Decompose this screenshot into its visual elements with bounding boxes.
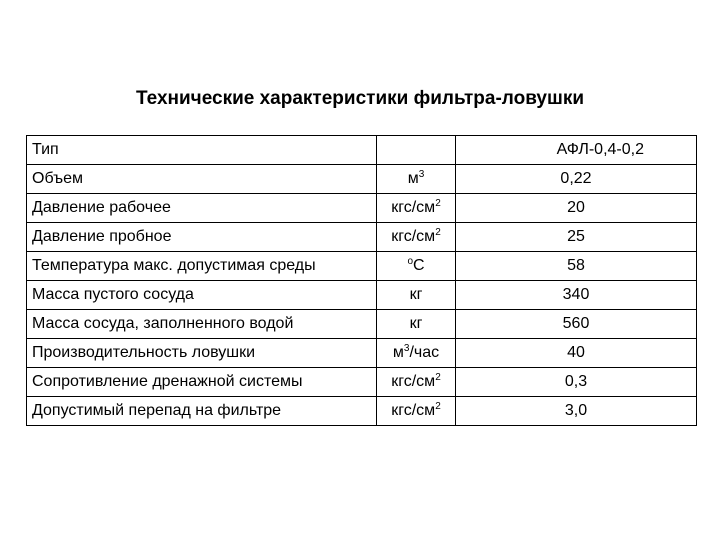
table-row: [27, 252, 697, 281]
value-cell: АФЛ-0,4-0,2: [456, 136, 697, 165]
table-row: [27, 339, 697, 368]
unit-cell: кгс/$см^2$: [377, 368, 456, 397]
table-row: [27, 223, 697, 252]
value-cell: 0,3: [456, 368, 697, 397]
table-row: [27, 310, 697, 339]
unit-superscript: о: [407, 256, 413, 267]
table-row: [27, 368, 697, 397]
value-cell: 3,0: [456, 397, 697, 426]
param-cell: Сопротивление дренажной системы: [27, 368, 377, 397]
value-cell: 58: [456, 252, 697, 281]
param-cell: Объем: [27, 165, 377, 194]
table-row: [27, 281, 697, 310]
unit-superscript: 3: [403, 343, 410, 354]
unit-superscript: 2: [435, 227, 441, 238]
value-cell: 340: [456, 281, 697, 310]
value-cell: 0,22: [456, 165, 697, 194]
unit-cell: $м^3$/час: [377, 339, 456, 368]
value-cell: 25: [456, 223, 697, 252]
unit-superscript: 3: [418, 169, 425, 180]
value-cell: 40: [456, 339, 697, 368]
param-cell: Масса пустого сосуда: [27, 281, 377, 310]
param-cell: Допустимый перепад на фильтре: [27, 397, 377, 426]
page-title: Технические характеристики фильтра-ловушки: [135, 88, 585, 109]
table-row: [27, 397, 697, 426]
param-cell: Давление пробное: [27, 223, 377, 252]
param-cell: Тип: [27, 136, 377, 165]
unit-superscript: 2: [435, 198, 441, 209]
param-cell: Температура макс. допустимая среды: [27, 252, 377, 281]
unit-cell: кг: [377, 310, 456, 339]
specs-table-body: [27, 136, 697, 426]
param-cell: Производительность ловушки: [27, 339, 377, 368]
table-row: [27, 136, 697, 165]
param-cell: Давление рабочее: [27, 194, 377, 223]
unit-cell: кгс/$см^2$: [377, 397, 456, 426]
unit-cell: кгс/$см^2$: [377, 194, 456, 223]
unit-cell: кг: [377, 281, 456, 310]
unit-cell: кгс/$см^2$: [377, 223, 456, 252]
unit-superscript: 2: [435, 372, 441, 383]
unit-cell: [377, 136, 456, 165]
unit-cell: $м^3$: [377, 165, 456, 194]
table-row: [27, 194, 697, 223]
unit-cell: $^о$С: [377, 252, 456, 281]
unit-superscript: 2: [435, 401, 441, 412]
specs-table: [26, 135, 697, 426]
value-cell: 560: [456, 310, 697, 339]
table-row: [27, 165, 697, 194]
param-cell: Масса сосуда, заполненного водой: [27, 310, 377, 339]
value-cell: 20: [456, 194, 697, 223]
